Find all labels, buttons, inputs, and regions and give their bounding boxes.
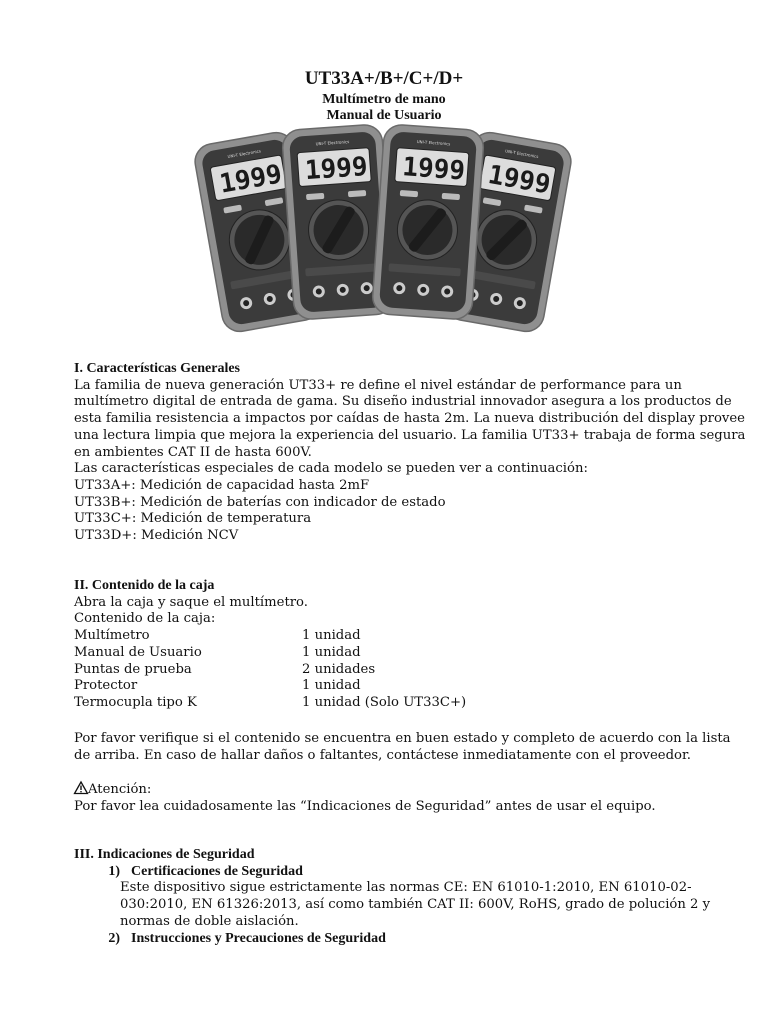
attention-text: Por favor lea cuidadosamente las “Indicaciones de Seguridad” antes de usar el equipo. [74, 798, 656, 814]
model-feature-line: UT33D+: Medición NCV [74, 528, 239, 544]
meter-ut33c [371, 124, 484, 321]
paragraph-line: La familia de nueva generación UT33+ re define el nivel estándar de performance para un [74, 377, 682, 393]
section-safety [74, 847, 711, 947]
paragraph-line: una lectura limpia que mejora la experiencia del usuario. La familia UT33+ trabaja de forma segura [74, 427, 746, 443]
numbered-item-certifications [74, 864, 704, 881]
paragraph-line: Contenido de la caja: [74, 611, 216, 627]
item-number: 2) [108, 930, 120, 946]
contents-item-qty: 1 unidad [302, 644, 361, 660]
section-general-features [74, 361, 746, 545]
contents-item-qty: 1 unidad [302, 628, 361, 644]
section-heading: III. Indicaciones de Seguridad [74, 847, 255, 862]
paragraph-line: Abra la caja y saque el multímetro. [74, 594, 308, 610]
section-heading: I. Características Generales [74, 361, 240, 376]
contents-item-name: Multímetro [74, 628, 150, 644]
contents-item-qty: 1 unidad [302, 678, 361, 694]
section-heading: II. Contenido de la caja [74, 578, 215, 593]
document-subtitle-manual: Manual de Usuario [326, 108, 442, 123]
verify-paragraph [74, 731, 731, 764]
paragraph-line: de arriba. En caso de hallar daños o faltantes, contáctese inmediatamente con el proveedor. [74, 747, 691, 763]
contents-item-name: Puntas de prueba [74, 661, 192, 677]
paragraph-line: Este dispositivo sigue estrictamente las normas CE: EN 61010-1:2010, EN 61010-02- [120, 880, 692, 896]
paragraph-line: en ambientes CAT II de hasta 600V. [74, 444, 312, 460]
item-title: Certificaciones de Seguridad [131, 863, 303, 879]
contents-row [74, 662, 704, 679]
model-feature-line: UT33B+: Medición de baterías con indicador de estado [74, 494, 446, 510]
paragraph-line: esta familia resistencia a impactos por caídas de hasta 2m. La nueva distribución del display provee [74, 411, 745, 427]
paragraph-line: multímetro digital de entrada de gama. Su diseño industrial innovador asegura a los productos de [74, 394, 732, 410]
paragraph-line: Las características especiales de cada modelo se pueden ver a continuación: [74, 461, 588, 477]
contents-item-name: Termocupla tipo K [74, 694, 197, 710]
document-subtitle: Multímetro de mano [322, 92, 446, 107]
item-title: Instrucciones y Precauciones de Seguridad [131, 930, 386, 946]
attention-label: Atención: [88, 782, 152, 797]
section-box-contents [74, 578, 704, 712]
paragraph-line: normas de doble aislación. [120, 913, 299, 929]
document-title: UT33A+/B+/C+/D+ [304, 68, 464, 89]
contents-row [74, 678, 704, 695]
numbered-item-instructions [74, 931, 704, 948]
contents-item-name: Protector [74, 678, 138, 694]
warning-triangle-icon [74, 781, 88, 794]
model-feature-line: UT33A+: Medición de capacidad hasta 2mF [74, 477, 370, 493]
contents-item-qty: 1 unidad (Solo UT33C+) [302, 694, 467, 710]
contents-row [74, 645, 704, 662]
model-feature-line: UT33C+: Medición de temperatura [74, 511, 312, 527]
contents-row [74, 628, 704, 645]
multimeter-product-photo: UNI-T Electronics 1999 [188, 130, 578, 330]
contents-row [74, 695, 704, 712]
paragraph-line: Por favor verifique si el contenido se encuentra en buen estado y completo de acuerdo con la lista [74, 731, 731, 746]
contents-item-name: Manual de Usuario [74, 644, 202, 660]
attention-note [74, 781, 704, 815]
item-number: 1) [108, 863, 120, 879]
contents-item-qty: 2 unidades [302, 661, 376, 677]
paragraph-line: 030:2010, EN 61326:2013, así como también CAT II: 600V, RoHS, grado de polución 2 y [120, 897, 711, 913]
